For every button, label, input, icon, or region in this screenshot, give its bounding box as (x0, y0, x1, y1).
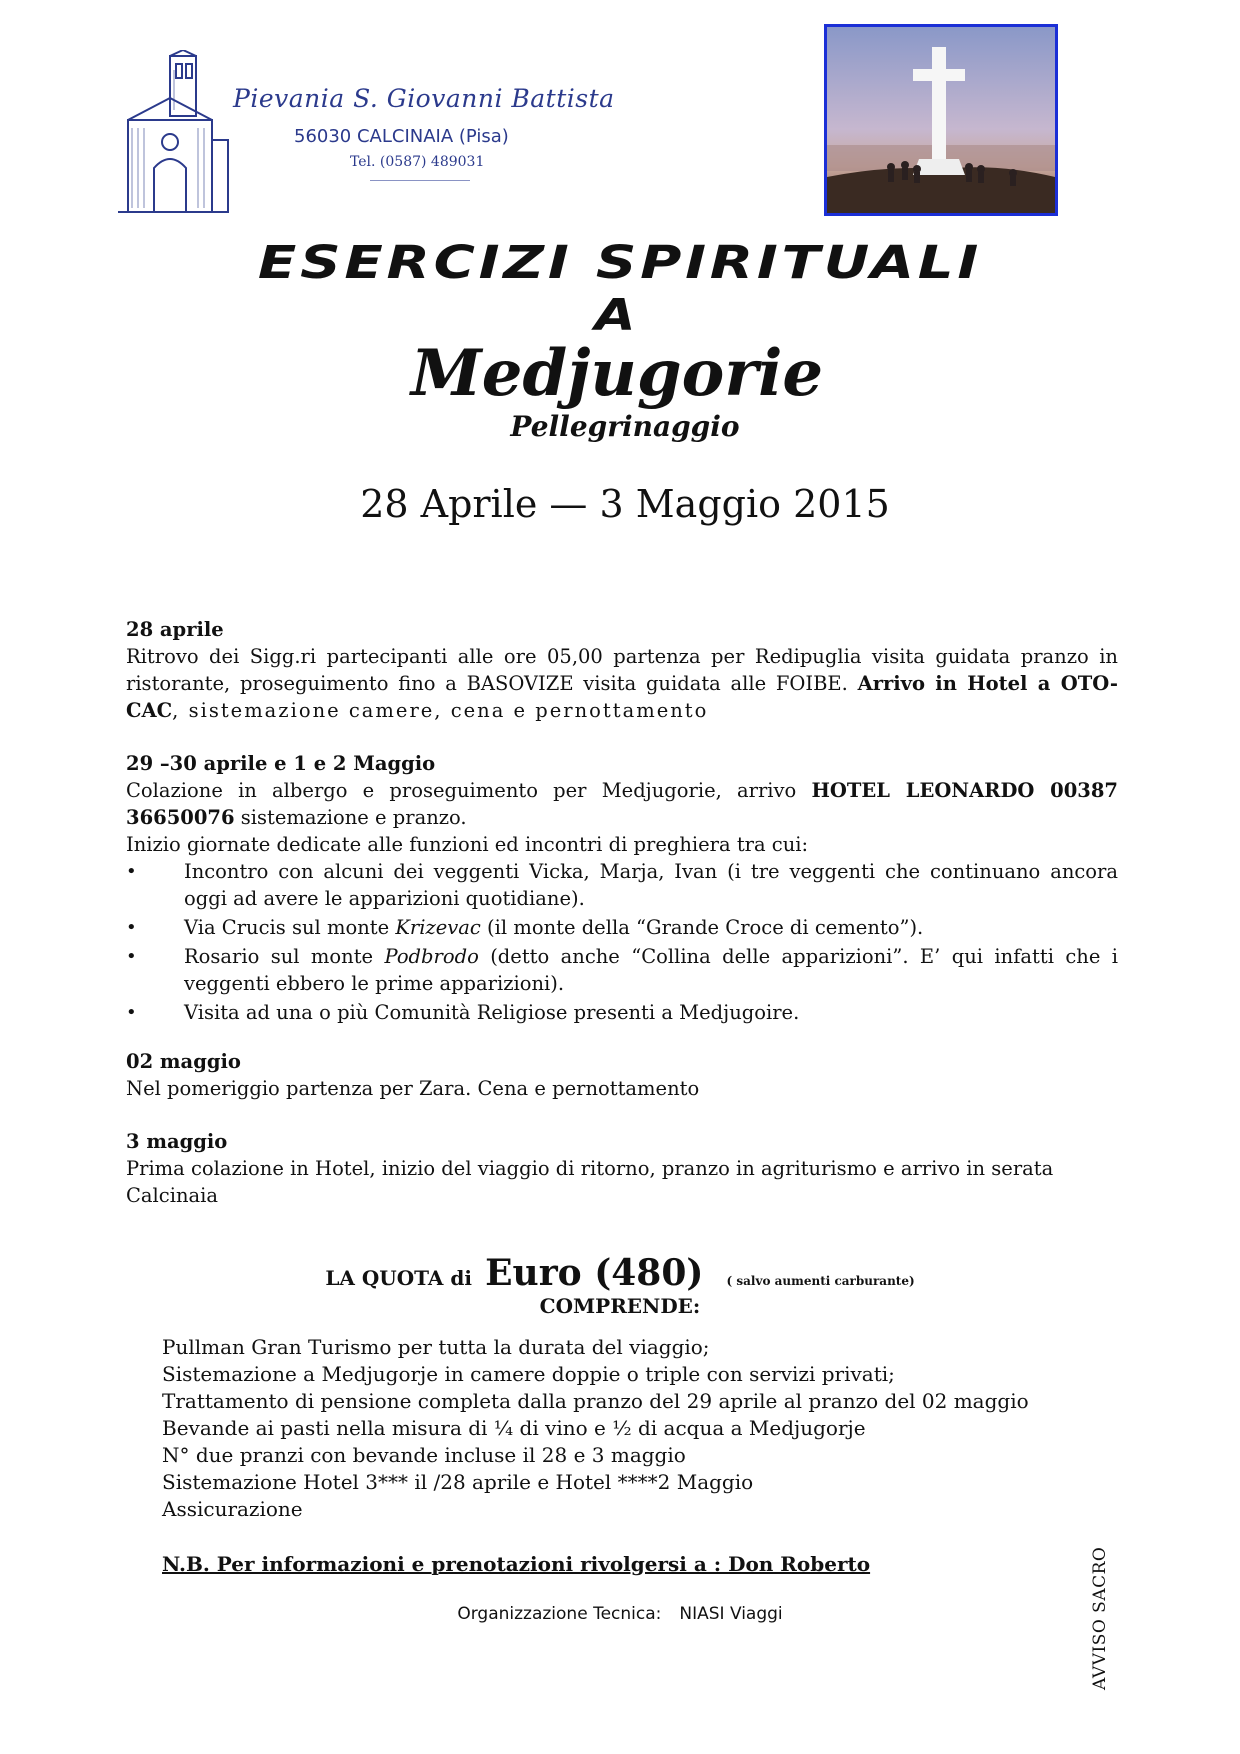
activity-list (126, 858, 1118, 1026)
bullet-text: Rosario sul monte (184, 945, 385, 968)
subtitle: Pellegrinaggio (510, 410, 740, 443)
cross-photo-image (827, 27, 1055, 213)
day-hotel: HOTEL LEONARDO 00387 36650076 (126, 779, 1118, 829)
day-heading: 28 aprile (126, 618, 224, 641)
includes-heading: COMPRENDE: (539, 1294, 701, 1318)
cross-on-hill-photo (824, 24, 1058, 216)
list-item: Bevande ai pasti nella misura di ¼ di vino e ½ di acqua a Medjugorje (162, 1416, 866, 1440)
list-item: Sistemazione Hotel 3*** il /28 aprile e Hotel ****2 Maggio (162, 1470, 754, 1494)
list-item: Trattamento di pensione completa dalla pranzo del 29 aprile al pranzo del 02 maggio (162, 1389, 1029, 1413)
bullet-text: Via Crucis sul monte (184, 916, 396, 939)
day-text-end: , sistemazione camere, cena e pernottamento (172, 699, 709, 722)
day-heading: 29 –30 aprile e 1 e 2 Maggio (126, 752, 436, 775)
bullet-text-end: (detto anche “Collina delle apparizioni”. E’ qui infatti che i veggenti ebbero le prime apparizioni). (184, 945, 1118, 995)
day-3-maggio (126, 1128, 1118, 1209)
bullet-text: Incontro con alcuni dei veggenti Vicka, Marja, Ivan (i tre veggenti che continuano ancora oggi ad avere le apparizioni quotidiane). (184, 860, 1118, 910)
day-heading: 3 maggio (126, 1130, 228, 1153)
organizer-label: Organizzazione Tecnica: (457, 1604, 662, 1624)
day-text-end: sistemazione e pranzo. (234, 806, 467, 829)
list-item (126, 858, 1118, 912)
price-line (0, 1252, 1240, 1294)
parish-name: Pievania S. Giovanni Battista (233, 84, 615, 113)
day-text: Colazione in albergo e proseguimento per Medjugorie, arrivo (126, 779, 812, 802)
day-description: Nel pomeriggio partenza per Zara. Cena e pernottamento (126, 1077, 700, 1100)
parish-address: 56030 CALCINAIA (Pisa) (294, 126, 509, 147)
includes-list (162, 1334, 1029, 1523)
day-02-maggio (126, 1048, 1118, 1102)
day-description: Prima colazione in Hotel, inizio del viaggio di ritorno, pranzo in agriturismo e arrivo in serata Calcinaia (126, 1157, 1054, 1207)
trip-dates: 28 Aprile — 3 Maggio 2015 (360, 482, 890, 526)
list-item: N° due pranzi con bevande incluse il 28 e 3 maggio (162, 1443, 686, 1467)
day-description (126, 777, 1118, 831)
list-item (126, 943, 1118, 997)
price-value: Euro (480) (485, 1252, 704, 1294)
organizer-line (0, 1604, 1240, 1624)
church-drawing-icon (118, 50, 238, 220)
bullet-place: Krizevac (395, 916, 481, 939)
price-note: ( salvo aumenti carburante) (726, 1274, 915, 1288)
price-label: LA QUOTA di (325, 1266, 472, 1290)
day-hotel: Arrivo in Hotel a OTO-CAC (126, 672, 1118, 722)
day-intro: Inizio giornate dedicate alle funzioni ed incontri di preghiera tra cui: (126, 833, 809, 856)
parish-phone: Tel. (0587) 489031 (350, 154, 485, 170)
day-28-aprile (126, 616, 1118, 724)
side-note: AVVISO SACRO (1090, 1546, 1110, 1690)
day-heading: 02 maggio (126, 1050, 241, 1073)
title-a: A (594, 290, 636, 341)
contact-note: N.B. Per informazioni e prenotazioni rivolgersi a : Don Roberto (162, 1552, 871, 1576)
list-item (126, 999, 1118, 1026)
list-item: Sistemazione a Medjugorje in camere doppie o triple con servizi privati; (162, 1362, 895, 1386)
title-place: Medjugorie (410, 336, 824, 411)
list-item: Assicurazione (162, 1497, 303, 1521)
day-text: Ritrovo dei Sigg.ri partecipanti alle ore 05,00 partenza per Redipuglia visita guidata pranzo in ristorante, proseguimento fino a BASOVIZE visita guidata alle FOIBE. (126, 645, 1118, 695)
bullet-place: Podbrodo (384, 945, 479, 968)
day-29-30-aprile (126, 750, 1118, 1028)
bullet-text-end: (il monte della “Grande Croce di cemento”). (480, 916, 924, 939)
list-item (126, 914, 1118, 941)
title-esercizi: ESERCIZI SPIRITUALI (257, 236, 983, 289)
parish-logo (118, 50, 628, 220)
organizer-name: NIASI Viaggi (679, 1604, 783, 1624)
logo-divider (370, 180, 470, 181)
list-item: Pullman Gran Turismo per tutta la durata del viaggio; (162, 1335, 710, 1359)
bullet-text: Visita ad una o più Comunità Religiose presenti a Medjugoire. (184, 1001, 800, 1024)
day-description (126, 643, 1118, 724)
